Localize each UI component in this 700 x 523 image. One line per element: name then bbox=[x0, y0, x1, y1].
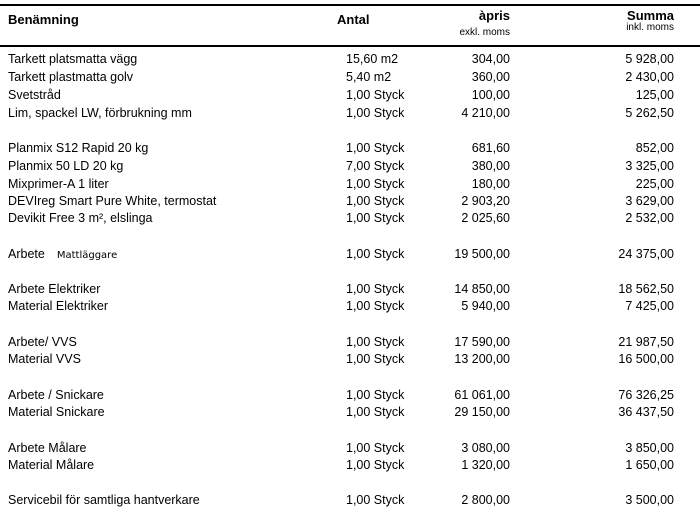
table-row bbox=[0, 177, 700, 195]
item-sum: 225,00 bbox=[635, 177, 674, 191]
item-price: 13 200,00 bbox=[454, 352, 510, 366]
item-sum: 5 262,50 bbox=[625, 106, 674, 120]
item-name: Tarkett plastmatta golv bbox=[8, 70, 134, 84]
item-sum: 1 650,00 bbox=[625, 458, 674, 472]
table-row bbox=[0, 88, 700, 106]
item-price: 2 800,00 bbox=[461, 493, 510, 507]
item-price: 4 210,00 bbox=[461, 106, 510, 120]
item-price: 360,00 bbox=[471, 70, 510, 84]
table-row bbox=[0, 352, 700, 370]
item-name: DEVIreg Smart Pure White, termostat bbox=[8, 194, 217, 208]
item-qty: 1,00 Styck bbox=[346, 335, 405, 349]
header-sum: Summa bbox=[627, 8, 674, 23]
table-row bbox=[0, 211, 700, 229]
table-row bbox=[0, 388, 700, 406]
item-sum: 852,00 bbox=[635, 141, 674, 155]
item-name: Planmix S12 Rapid 20 kg bbox=[8, 141, 149, 155]
item-qty: 1,00 Styck bbox=[346, 211, 405, 225]
item-sum: 125,00 bbox=[635, 88, 674, 102]
header-qty: Antal bbox=[337, 12, 370, 27]
header-bottom-rule bbox=[0, 45, 700, 47]
item-sum: 7 425,00 bbox=[625, 299, 674, 313]
item-sum: 16 500,00 bbox=[618, 352, 674, 366]
item-price: 380,00 bbox=[471, 159, 510, 173]
item-sum: 76 326,25 bbox=[618, 388, 674, 402]
item-sum: 3 325,00 bbox=[625, 159, 674, 173]
table-row bbox=[0, 458, 700, 476]
item-qty: 1,00 Styck bbox=[346, 282, 405, 296]
item-price: 61 061,00 bbox=[454, 388, 510, 402]
item-qty: 1,00 Styck bbox=[346, 88, 405, 102]
header-name: Benämning bbox=[8, 12, 79, 27]
item-price: 29 150,00 bbox=[454, 405, 510, 419]
table-row bbox=[0, 405, 700, 423]
item-price: 681,60 bbox=[471, 141, 510, 155]
table-row bbox=[0, 441, 700, 459]
table-row bbox=[0, 247, 700, 265]
table-row bbox=[0, 159, 700, 177]
item-price: 180,00 bbox=[471, 177, 510, 191]
item-name: Tarkett platsmatta vägg bbox=[8, 52, 138, 66]
item-name: Material Snickare bbox=[8, 405, 105, 419]
item-sum: 24 375,00 bbox=[618, 247, 674, 261]
item-qty: 5,40 m2 bbox=[346, 70, 392, 84]
item-name: Servicebil för samtliga hantverkare bbox=[8, 493, 200, 507]
item-price: 19 500,00 bbox=[454, 247, 510, 261]
table-row bbox=[0, 335, 700, 353]
item-price: 304,00 bbox=[471, 52, 510, 66]
item-sum: 2 430,00 bbox=[625, 70, 674, 84]
item-name: Devikit Free 3 m², elslinga bbox=[8, 211, 153, 225]
item-qty: 1,00 Styck bbox=[346, 458, 405, 472]
header-price: àpris bbox=[478, 8, 510, 23]
item-qty: 1,00 Styck bbox=[346, 299, 405, 313]
item-price: 14 850,00 bbox=[454, 282, 510, 296]
item-qty: 1,00 Styck bbox=[346, 141, 405, 155]
item-name: Arbete/ VVS bbox=[8, 335, 77, 349]
item-qty: 1,00 Styck bbox=[346, 247, 405, 261]
item-name: Material VVS bbox=[8, 352, 81, 366]
item-price: 5 940,00 bbox=[461, 299, 510, 313]
item-qty: 1,00 Styck bbox=[346, 177, 405, 191]
item-sum: 2 532,00 bbox=[625, 211, 674, 225]
table-row bbox=[0, 194, 700, 212]
item-qty: 1,00 Styck bbox=[346, 194, 405, 208]
header-top-rule bbox=[0, 4, 700, 6]
item-name: Planmix 50 LD 20 kg bbox=[8, 159, 124, 173]
item-sum: 36 437,50 bbox=[618, 405, 674, 419]
item-qty: 1,00 Styck bbox=[346, 441, 405, 455]
item-qty: 15,60 m2 bbox=[346, 52, 399, 66]
item-name: Material Elektriker bbox=[8, 299, 109, 313]
table-row bbox=[0, 141, 700, 159]
item-note: Mattläggare bbox=[56, 250, 118, 261]
item-name: Material Målare bbox=[8, 458, 95, 472]
item-name: Mixprimer-A 1 liter bbox=[8, 177, 109, 191]
table-row bbox=[0, 106, 700, 124]
item-price: 100,00 bbox=[471, 88, 510, 102]
item-price: 17 590,00 bbox=[454, 335, 510, 349]
item-name: Arbete Elektriker bbox=[8, 282, 101, 296]
table-row bbox=[0, 493, 700, 511]
item-qty: 7,00 Styck bbox=[346, 159, 405, 173]
item-qty: 1,00 Styck bbox=[346, 405, 405, 419]
item-sum: 3 629,00 bbox=[625, 194, 674, 208]
item-sum: 18 562,50 bbox=[618, 282, 674, 296]
item-name: Arbete / Snickare bbox=[8, 388, 104, 402]
table-row bbox=[0, 282, 700, 300]
item-sum: 5 928,00 bbox=[625, 52, 674, 66]
item-name-group bbox=[8, 247, 117, 261]
item-sum: 3 850,00 bbox=[625, 441, 674, 455]
item-name: Lim, spackel LW, förbrukning mm bbox=[8, 106, 192, 120]
table-row bbox=[0, 70, 700, 88]
item-name: Arbete Målare bbox=[8, 441, 87, 455]
item-sum: 21 987,50 bbox=[618, 335, 674, 349]
item-price: 2 903,20 bbox=[461, 194, 510, 208]
item-price: 2 025,60 bbox=[461, 211, 510, 225]
header-sum-sub: inkl. moms bbox=[626, 22, 674, 33]
item-sum: 3 500,00 bbox=[625, 493, 674, 507]
item-price: 1 320,00 bbox=[461, 458, 510, 472]
item-qty: 1,00 Styck bbox=[346, 493, 405, 507]
item-qty: 1,00 Styck bbox=[346, 352, 405, 366]
item-name: Arbete bbox=[8, 247, 45, 261]
item-qty: 1,00 Styck bbox=[346, 106, 405, 120]
item-name: Svetstråd bbox=[8, 88, 61, 102]
item-price: 3 080,00 bbox=[461, 441, 510, 455]
header-price-sub: exkl. moms bbox=[459, 27, 510, 38]
table-row bbox=[0, 299, 700, 317]
item-qty: 1,00 Styck bbox=[346, 388, 405, 402]
table-row bbox=[0, 52, 700, 70]
